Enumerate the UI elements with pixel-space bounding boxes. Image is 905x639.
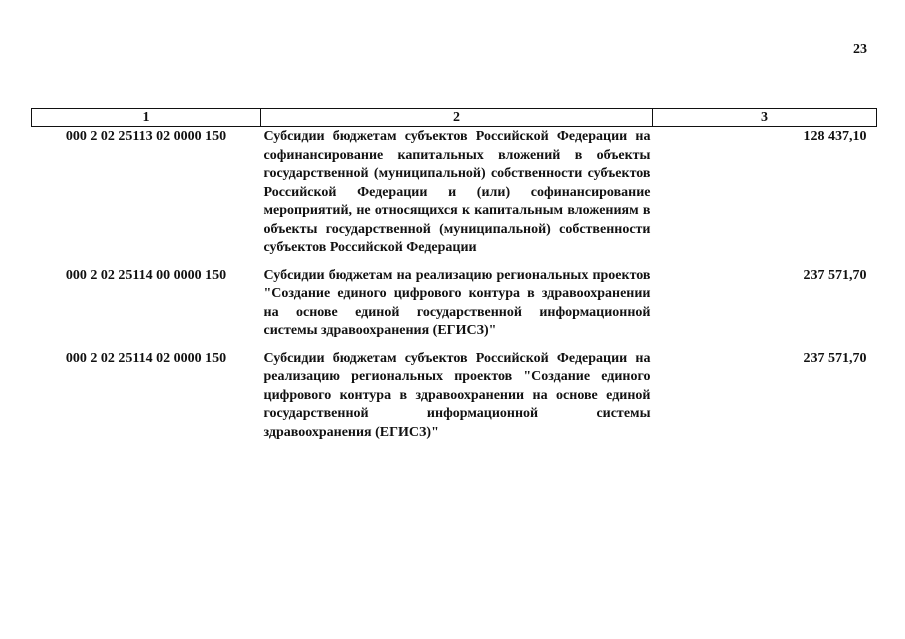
- budget-amount: 128 437,10: [803, 129, 867, 144]
- budget-description: Субсидии бюджетам субъектов Российской Федерации на софинансирование капитальных вложений в объекты государственной (муниципальной) собственности субъектов Российской Федерации и (или) софинансирование мероприятий, не относящихся к капитальным вложениям в объекты государственной (муниципальной) собственности субъектов Российской Федерации: [263, 129, 651, 255]
- budget-description: Субсидии бюджетам субъектов Российской Федерации на реализацию региональных проектов "Создание единого цифрового контура в здравоохранении на основе единой государственной информационной системы здравоохранения (ЕГИСЗ)": [263, 350, 651, 440]
- budget-code: 000 2 02 25114 00 0000 150: [65, 267, 227, 283]
- table-row: [32, 127, 877, 266]
- table-header: [32, 109, 877, 127]
- table-row: [32, 349, 877, 451]
- header-col-3: 3: [653, 109, 877, 127]
- header-col-1: 1: [32, 109, 261, 127]
- budget-table: [31, 108, 877, 450]
- budget-code: 000 2 02 25114 02 0000 150: [65, 350, 227, 366]
- budget-description: Субсидии бюджетам на реализацию региональных проектов "Создание единого цифрового контура в здравоохранении на основе единой государственной информационной системы здравоохранения (ЕГИСЗ)": [263, 267, 651, 338]
- header-col-2: 2: [261, 109, 653, 127]
- budget-code: 000 2 02 25113 02 0000 150: [65, 129, 227, 144]
- table-body: [32, 127, 877, 451]
- table-row: [32, 266, 877, 349]
- budget-amount: 237 571,70: [803, 267, 867, 283]
- header-row: [32, 109, 877, 127]
- page-number: 23: [853, 42, 867, 57]
- budget-amount: 237 571,70: [803, 350, 867, 366]
